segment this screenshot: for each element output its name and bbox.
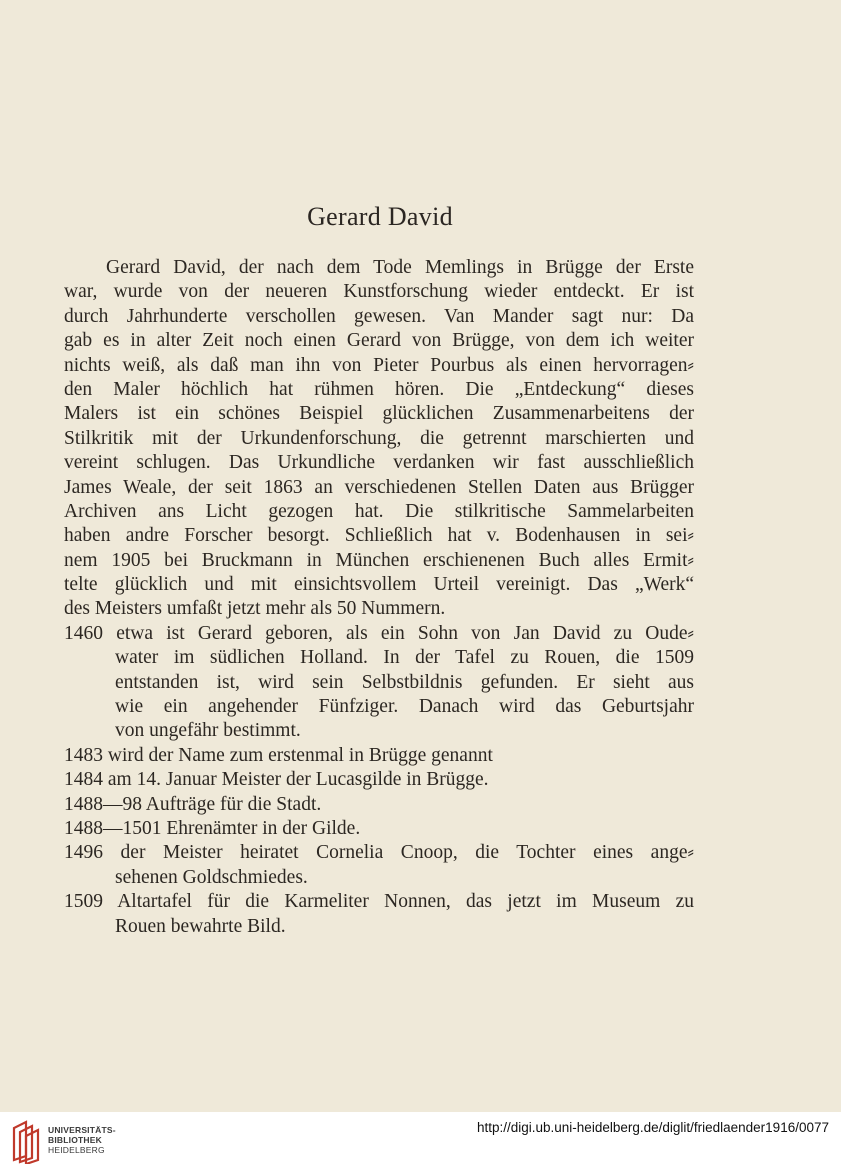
library-logo-text[interactable]	[48, 1125, 116, 1155]
chronology-line: 1484 am 14. Januar Meister der Lucasgilde in Brügge.	[64, 769, 489, 791]
paragraph-line: haben andre Forscher besorgt. Schließlich hat v. Bodenhausen in sei⸗	[64, 525, 694, 547]
chronology-line: von ungefähr bestimmt.	[115, 720, 301, 742]
chronology-line: 1460 etwa ist Gerard geboren, als ein Sohn von Jan David zu Oude⸗	[64, 622, 694, 644]
source-url-link[interactable]: http://digi.ub.uni-heidelberg.de/diglit/friedlaender1916/0077	[476, 1120, 829, 1135]
chronology-entry	[64, 841, 694, 890]
paragraph-line: telte glücklich und mit einsichtsvollem Urteil vereinigt. Das „Werk“	[64, 574, 694, 596]
logo-line-1: UNIVERSITÄTS-	[48, 1125, 116, 1135]
paragraph-line: gab es in alter Zeit noch einen Gerard von Brügge, von dem ich weiter	[64, 330, 694, 352]
chronology-entry	[64, 744, 694, 768]
logo-line-3: HEIDELBERG	[48, 1145, 105, 1155]
chronology-entry	[64, 890, 694, 939]
chronology-line: 1496 der Meister heiratet Cornelia Cnoop, die Tochter eines ange⸗	[64, 842, 694, 864]
paragraph-line: den Maler höchlich hat rühmen hören. Die „Entdeckung“ dieses	[64, 378, 694, 400]
chronology-line: entstanden ist, wird sein Selbstbildnis gefunden. Er sieht aus	[115, 671, 694, 693]
paragraph-line: Archiven ans Licht gezogen hat. Die stilkritische Sammelarbeiten	[64, 500, 694, 522]
page-title: Gerard David	[307, 202, 453, 231]
library-logo-icon[interactable]	[10, 1120, 42, 1164]
chronology-entry	[64, 622, 694, 744]
chronology-line: Rouen bewahrte Bild.	[115, 915, 286, 937]
chronology-line: 1488—98 Aufträge für die Stadt.	[64, 793, 322, 815]
chronology-line: sehenen Goldschmiedes.	[115, 866, 308, 888]
chronology-line: water im südlichen Holland. In der Tafel zu Rouen, die 1509	[115, 647, 694, 669]
paragraph-line: nem 1905 bei Bruckmann in München erschienenen Buch alles Ermit⸗	[64, 549, 694, 571]
chronology-entry	[64, 768, 694, 792]
chronology-line: wie ein angehender Fünfziger. Danach wird das Geburtsjahr	[115, 696, 694, 718]
paragraph-line: Gerard David, der nach dem Tode Memlings in Brügge der Erste	[106, 257, 694, 278]
body-text	[64, 256, 694, 939]
chronology-line: 1483 wird der Name zum erstenmal in Brügge genannt	[64, 744, 493, 766]
paragraph-line: Malers ist ein schönes Beispiel glücklichen Zusammenarbeitens der	[64, 403, 694, 425]
paragraph-line: war, wurde von der neueren Kunstforschung wieder entdeckt. Er ist	[64, 281, 694, 303]
logo-line-2: BIBLIOTHEK	[48, 1135, 102, 1145]
chronology-entry	[64, 817, 694, 841]
chronology-line: 1509 Altartafel für die Karmeliter Nonnen, das jetzt im Museum zu	[64, 891, 694, 913]
paragraph-line: nichts weiß, als daß man ihn von Pieter Pourbus als einen hervorragen⸗	[64, 354, 694, 376]
paragraph-line: James Weale, der seit 1863 an verschiedenen Stellen Daten aus Brügger	[64, 476, 694, 498]
chronology-line: 1488—1501 Ehrenämter in der Gilde.	[64, 817, 361, 839]
paragraph-line: des Meisters umfaßt jetzt mehr als 50 Nummern.	[64, 598, 446, 620]
paragraph-line: durch Jahrhunderte verschollen gewesen. Van Mander sagt nur: Da	[64, 305, 694, 327]
chronology-entry	[64, 793, 694, 817]
paragraph-line: Stilkritik mit der Urkundenforschung, die getrennt marschierten und	[64, 427, 694, 449]
paragraph-line: vereint schlugen. Das Urkundliche verdanken wir fast ausschließlich	[64, 452, 694, 474]
